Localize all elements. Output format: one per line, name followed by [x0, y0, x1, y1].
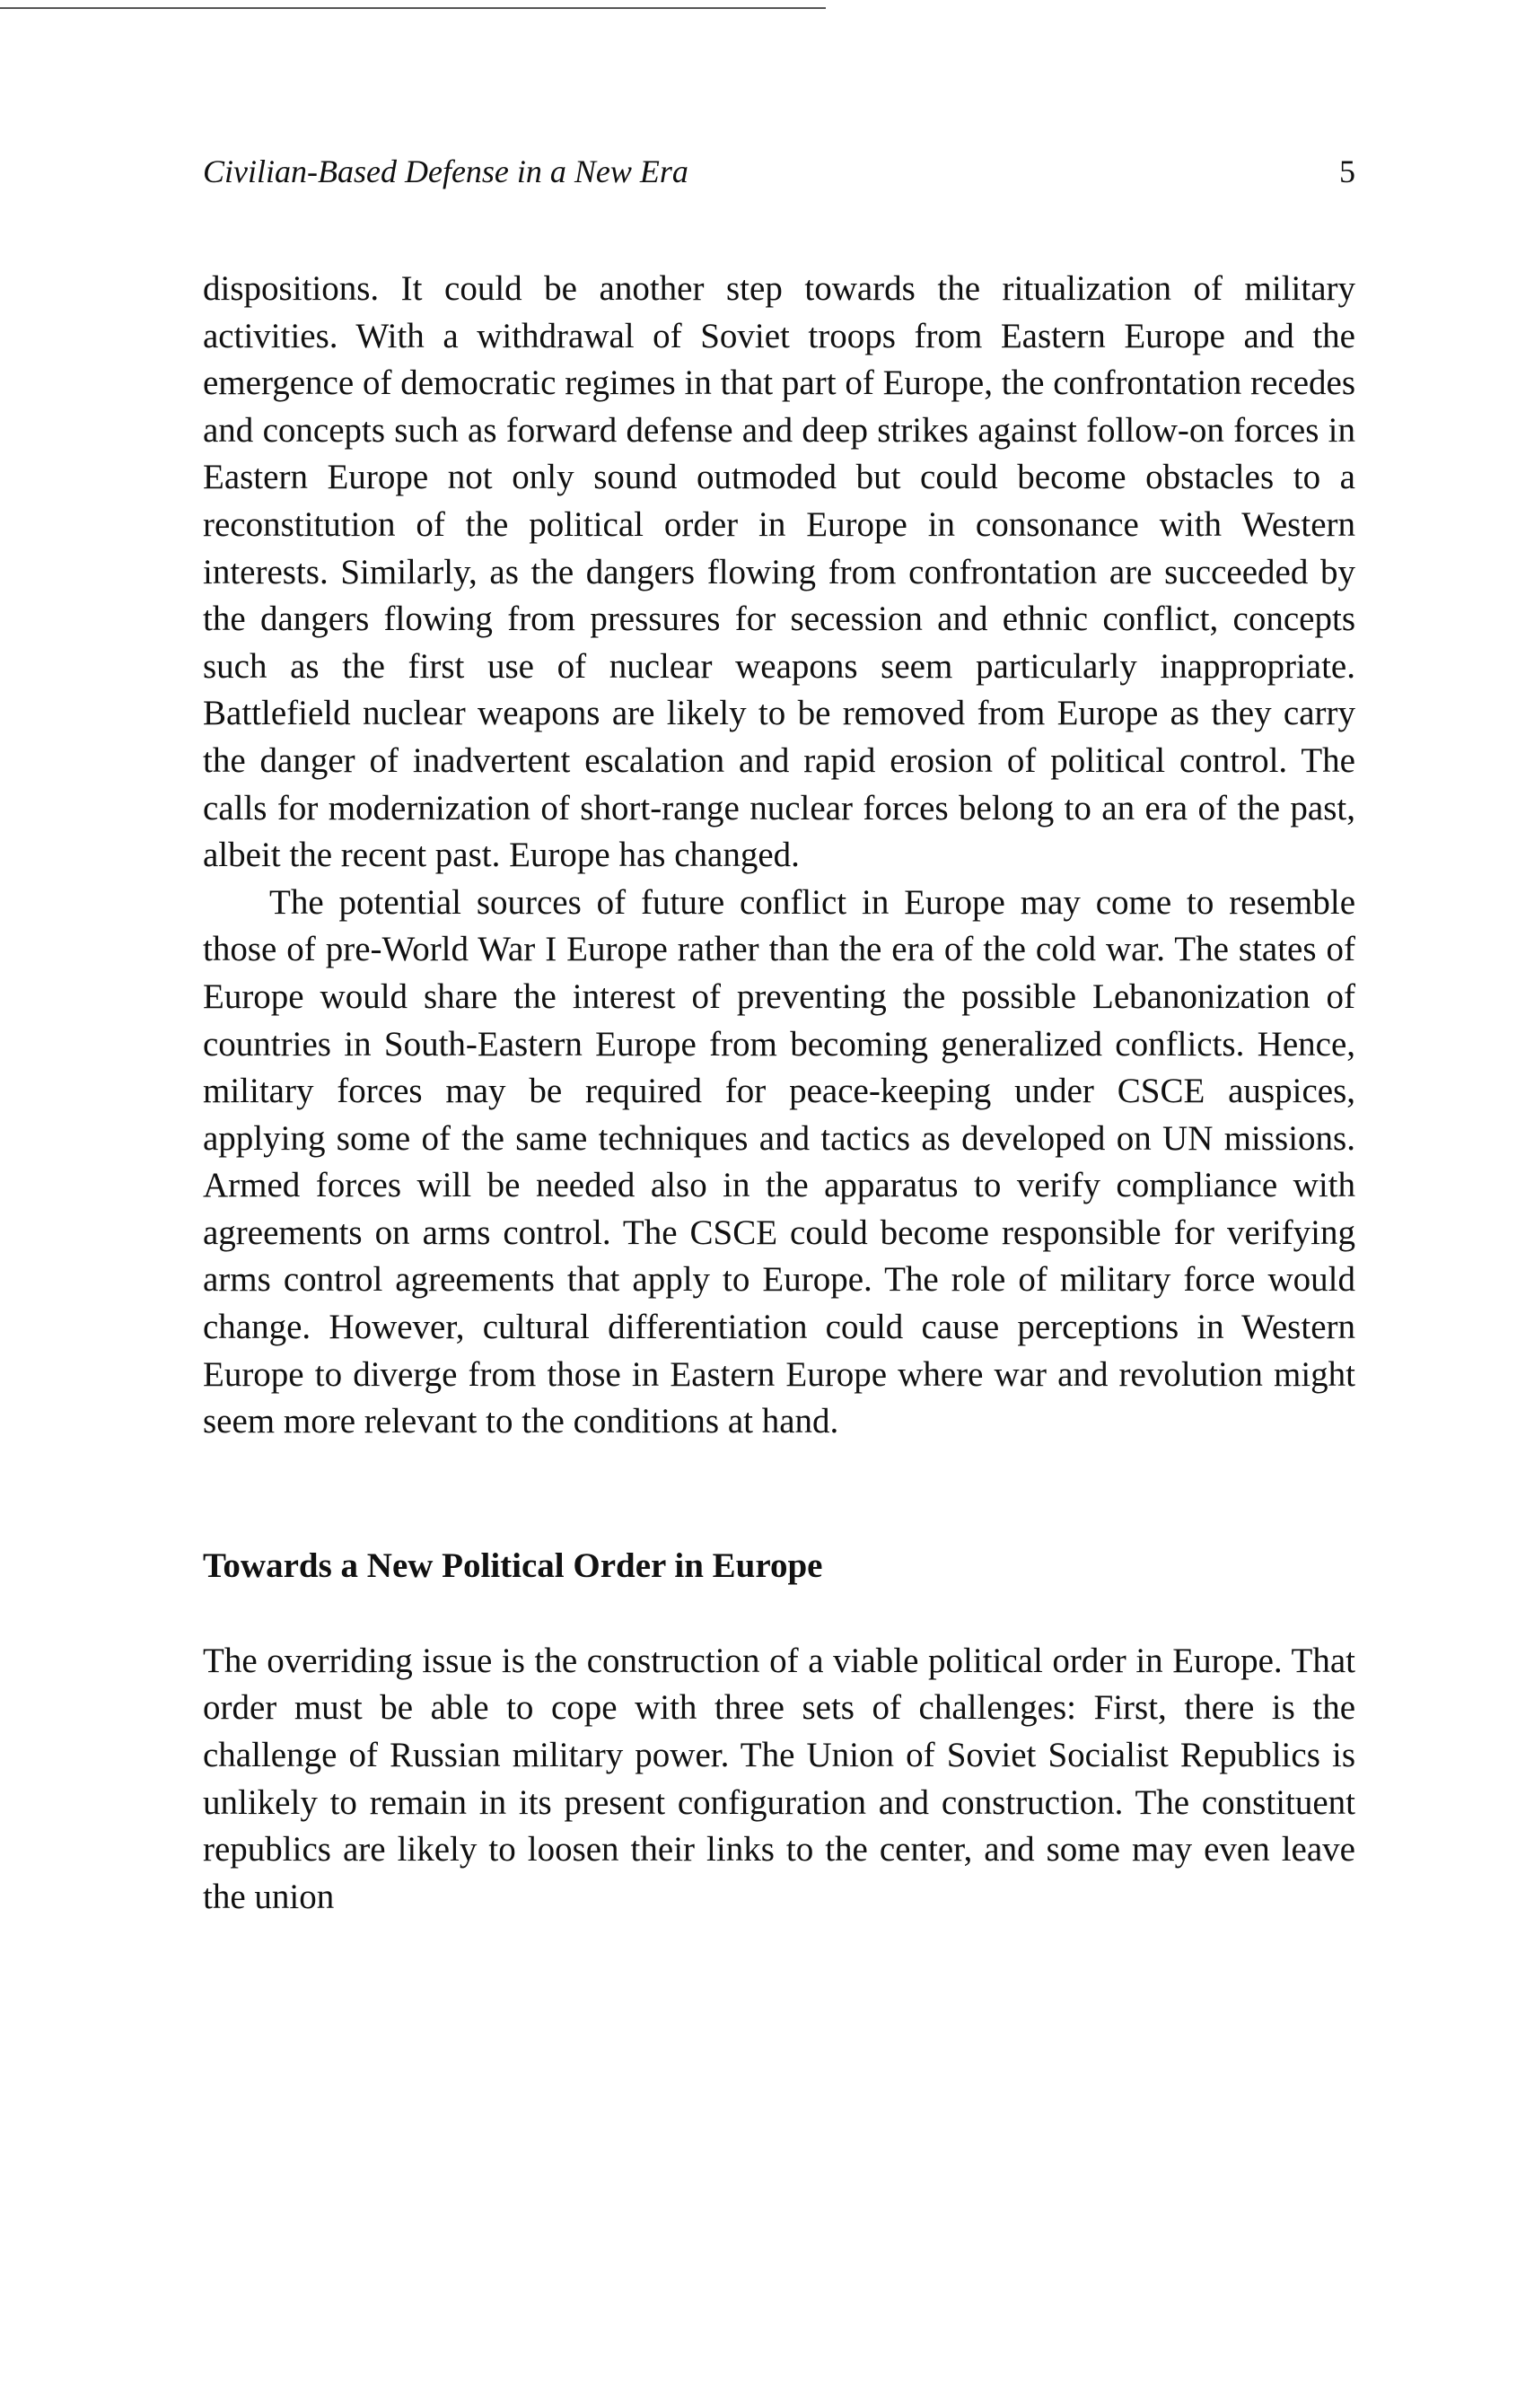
body-text	[203, 266, 1355, 1921]
page-number: 5	[1339, 153, 1355, 189]
running-title: Civilian-Based Defense in a New Era	[203, 153, 688, 189]
paragraph-continued: dispositions. It could be another step towards the ritualization of military activities. With a withdrawal of Soviet troops from Eastern Europe and the emergence of democratic regimes in that part of Europe, the confrontation recedes and concepts such as forward defense and deep strikes against follow-on forces in Eastern Europe not only sound outmoded but could become obstacles to a reconstitution of the political order in Europe in consonance with Western interests. Similarly, as the dangers flowing from confrontation are succeeded by the dangers flowing from pressures for secession and ethnic conflict, concepts such as the first use of nuclear weapons seem particularly inappropriate. Battlefield nuclear weapons are likely to be removed from Europe as they carry the danger of inadvertent escalation and rapid erosion of political control. The calls for modernization of short-range nuclear forces belong to an era of the past, albeit the recent past. Europe has changed.	[203, 269, 1355, 875]
running-head	[203, 153, 1355, 206]
section-paragraph: The overriding issue is the construction of a viable political order in Europe. That order must be able to cope with three sets of challenges: First, there is the challenge of Russian military power. The Union of Soviet Socialist Republics is unlikely to remain in its present configuration and construction. The constituent republics are likely to loosen their links to the center, and some may even leave the union	[203, 1641, 1355, 1916]
top-edge-rule	[0, 7, 826, 9]
paragraph: The potential sources of future conflict in Europe may come to resemble those of pre-World War I Europe rather than the era of the cold war. The states of Europe would share the interest of preventing the possible Lebanonization of countries in South-Eastern Europe from becoming generalized conflicts. Hence, military forces may be required for peace-keeping under CSCE auspices, applying some of the same techniques and tactics as developed on UN missions. Armed forces will be needed also in the apparatus to verify compliance with agreements on arms control. The CSCE could become responsible for verifying arms control agreements that apply to Europe. The role of military force would change. However, cultural differentiation could cause perceptions in Western Europe to diverge from those in Eastern Europe where war and revolution might seem more relevant to the conditions at hand.	[203, 882, 1355, 1441]
book-page	[203, 153, 1355, 1921]
section-heading: Towards a New Political Order in Europe	[203, 1545, 823, 1585]
